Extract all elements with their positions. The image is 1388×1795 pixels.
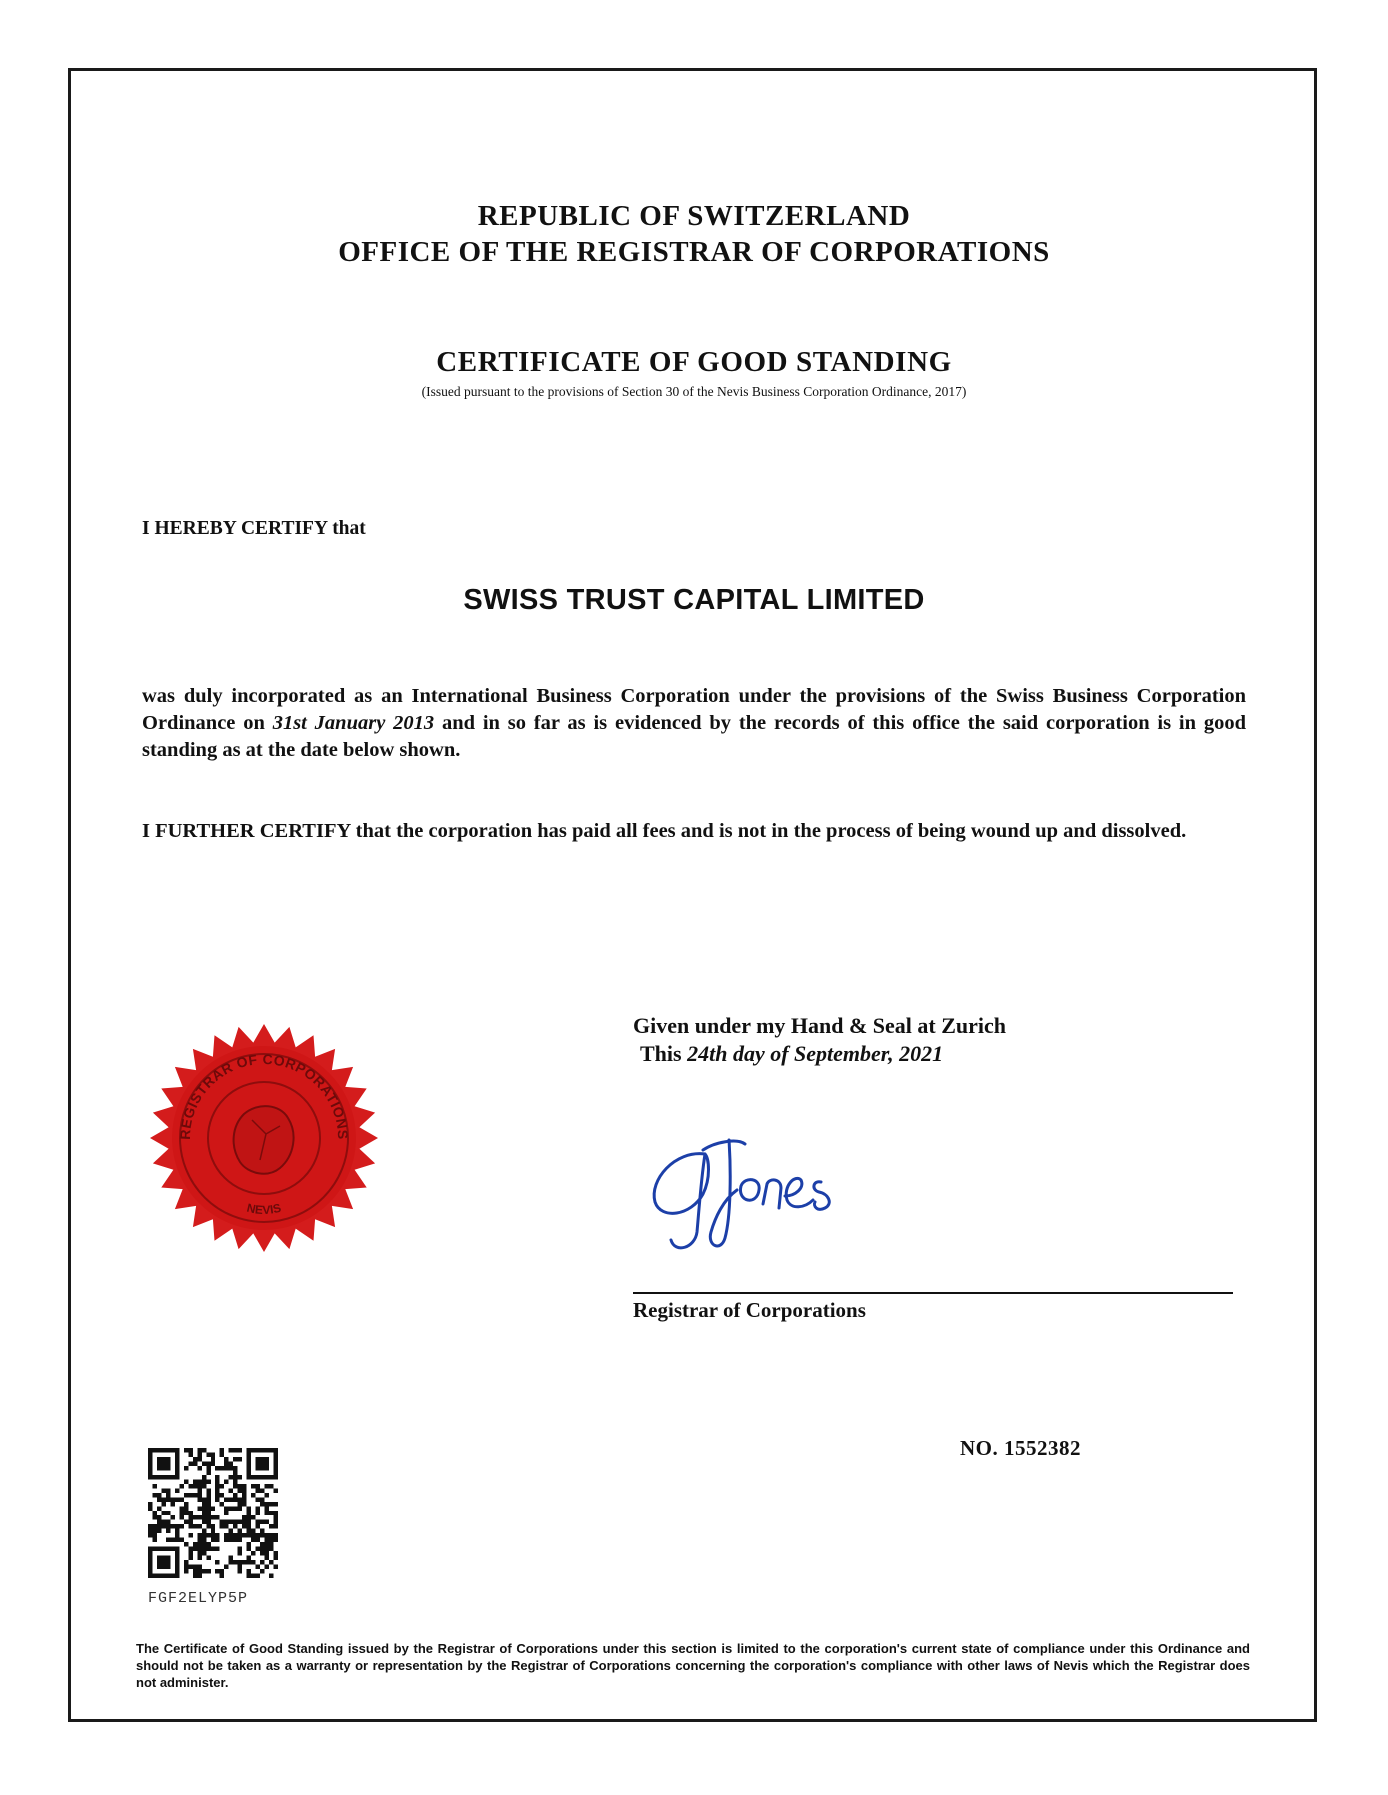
footer-disclaimer: The Certificate of Good Standing issued by the Registrar of Corporations under this section is limited to the corporation's current state of compliance under this Ordinance and should not be taken as a warranty or representation by the Registrar of Corporations concerning the corporation's compliance with other laws of Nevis which the Registrar does not administer. bbox=[136, 1641, 1250, 1690]
certificate-number: NO. 1552382 bbox=[960, 1436, 1081, 1460]
seal-island-shape bbox=[234, 1106, 294, 1174]
svg-text:NEVIS bbox=[245, 1201, 282, 1217]
registrar-label: Registrar of Corporations bbox=[633, 1298, 866, 1322]
company-name: SWISS TRUST CAPITAL LIMITED bbox=[463, 584, 925, 616]
given-date-line bbox=[640, 1040, 943, 1067]
incorporation-paragraph bbox=[142, 683, 1246, 764]
further-certify-paragraph: I FURTHER CERTIFY that the corporation has paid all fees and is not in the process of being wound up and dissolved. bbox=[142, 820, 1187, 842]
header-country: REPUBLIC OF SWITZERLAND bbox=[477, 200, 911, 232]
given-date-prefix: This bbox=[640, 1041, 688, 1066]
signature-line bbox=[633, 1292, 1233, 1294]
incorporation-date: 31st January 2013 bbox=[272, 712, 435, 734]
given-under-hand: Given under my Hand & Seal at Zurich bbox=[633, 1013, 1007, 1038]
qr-code-icon bbox=[148, 1448, 278, 1578]
certificate-subtitle: (Issued pursuant to the provisions of Section 30 of the Nevis Business Corporation Ordinance, 2017) bbox=[421, 384, 967, 399]
qr-code-text: FGF2ELYP5P bbox=[148, 1590, 249, 1607]
incorporation-text-end: and in so far as is evidenced by the records of this office the said corporation is in good standing as at the date below shown. bbox=[142, 712, 1246, 761]
seal-bottom-text: NEVIS bbox=[245, 1200, 283, 1218]
hereby-certify: I HEREBY CERTIFY that bbox=[142, 518, 366, 539]
incorporation-text: was duly incorporated as an International Business Corporation under the provisions of the Swiss Business Corporation Ordinance on bbox=[142, 685, 1246, 734]
certificate-title: CERTIFICATE OF GOOD STANDING bbox=[436, 346, 952, 378]
registrar-signature bbox=[645, 1120, 915, 1270]
seal-top-text: REGISTRAR OF CORPORATIONS bbox=[176, 1050, 352, 1140]
given-date: 24th day of September, 2021 bbox=[687, 1041, 944, 1066]
registrar-seal-icon bbox=[148, 1022, 380, 1254]
header-office: OFFICE OF THE REGISTRAR OF CORPORATIONS bbox=[338, 236, 1050, 268]
